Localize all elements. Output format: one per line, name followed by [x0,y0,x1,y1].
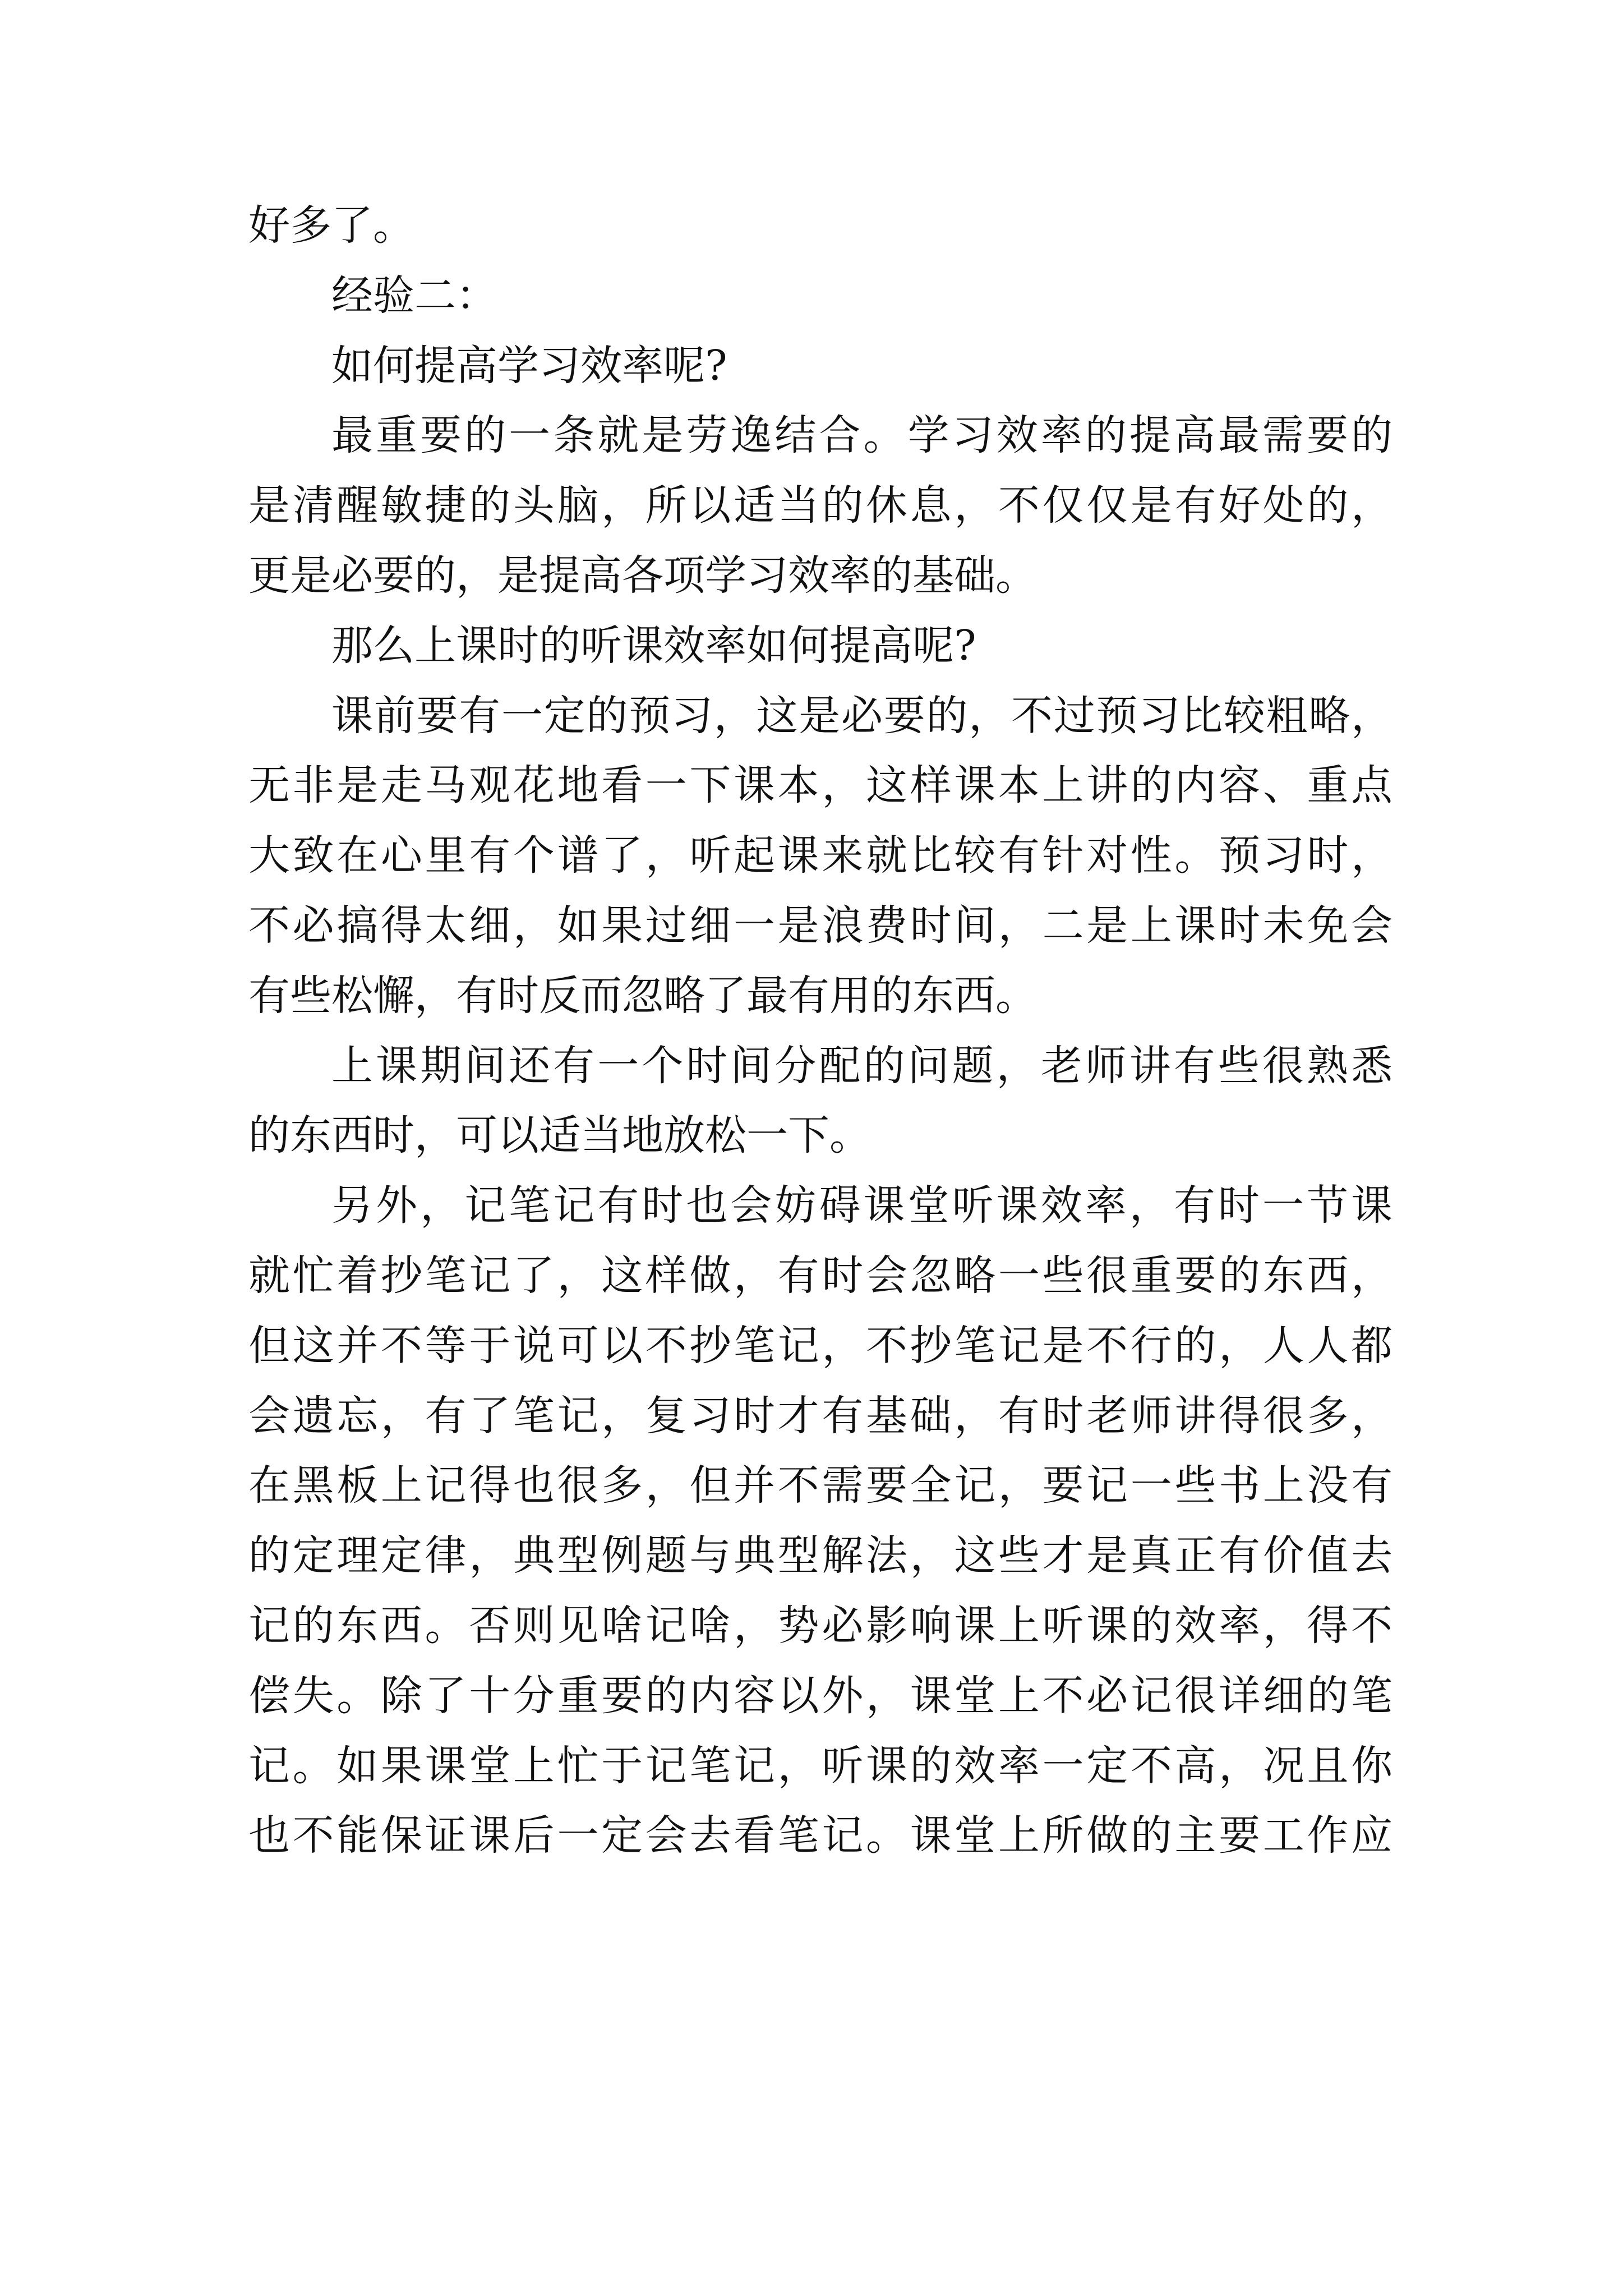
paragraph-line: 有些松懈，有时反而忽略了最有用的东西。 [248,971,1037,1020]
paragraph-line: 课前要有一定的预习，这是必要的，不过预习比较粗略， [331,691,1393,740]
paragraph-line: 的东西时，可以适当地放松一下。 [248,1111,871,1160]
paragraph-line: 但这并不等于说可以不抄笔记，不抄笔记是不行的，人人都 [248,1321,1393,1370]
paragraph-line: 不必搞得太细，如果过细一是浪费时间，二是上课时未免会 [248,901,1393,950]
paragraph-line: 另外，记笔记有时也会妨碍课堂听课效率，有时一节课 [331,1181,1393,1230]
question-line: 那么上课时的听课效率如何提高呢? [331,621,976,670]
paragraph-line: 好多了。 [248,201,414,250]
paragraph-line: 的定理定律，典型例题与典型解法，这些才是真正有价值去 [248,1531,1393,1580]
document-body [248,191,1393,1871]
paragraph-line: 偿失。除了十分重要的内容以外，课堂上不必记很详细的笔 [248,1671,1393,1720]
paragraph-line: 更是必要的，是提高各项学习效率的基础。 [248,551,1037,600]
question-line: 如何提高学习效率呢? [331,341,727,390]
paragraph-line: 在黑板上记得也很多，但并不需要全记，要记一些书上没有 [248,1461,1393,1510]
paragraph-line: 是清醒敏捷的头脑，所以适当的休息，不仅仅是有好处的， [248,481,1393,530]
paragraph-line: 最重要的一条就是劳逸结合。学习效率的提高最需要的 [331,411,1393,460]
paragraph-line: 记。如果课堂上忙于记笔记，听课的效率一定不高，况且你 [248,1741,1393,1790]
paragraph-line: 上课期间还有一个时间分配的问题，老师讲有些很熟悉 [331,1041,1393,1090]
paragraph-line: 大致在心里有个谱了，听起课来就比较有针对性。预习时， [248,831,1393,880]
paragraph-line: 记的东西。否则见啥记啥，势必影响课上听课的效率，得不 [248,1601,1393,1650]
section-heading: 经验二： [331,271,497,320]
paragraph-line: 也不能保证课后一定会去看笔记。课堂上所做的主要工作应 [248,1811,1393,1860]
paragraph-line: 就忙着抄笔记了，这样做，有时会忽略一些很重要的东西， [248,1251,1393,1300]
paragraph-line: 无非是走马观花地看一下课本，这样课本上讲的内容、重点 [248,761,1393,810]
paragraph-line: 会遗忘，有了笔记，复习时才有基础，有时老师讲得很多， [248,1391,1393,1440]
